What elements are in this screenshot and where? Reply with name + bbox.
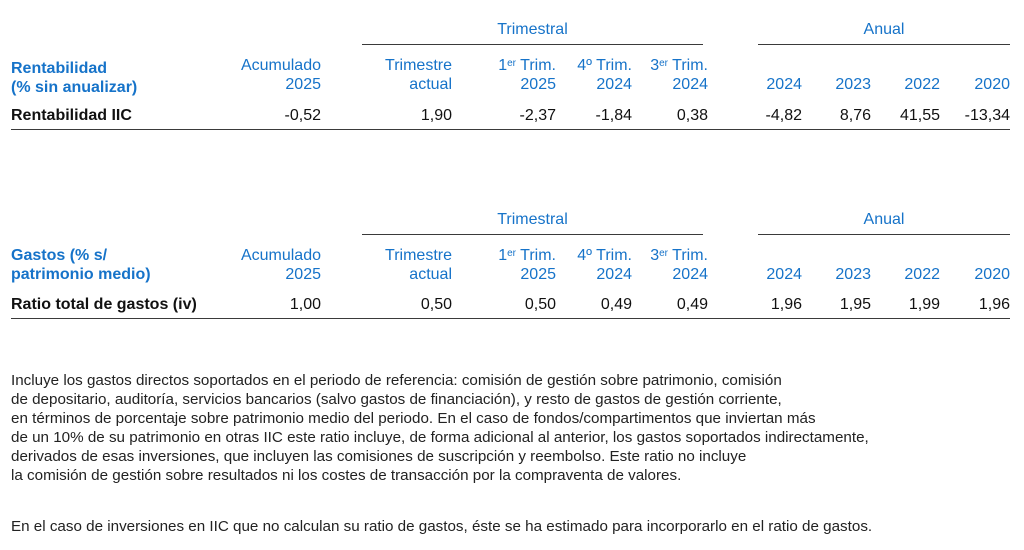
cell-value: 0,38	[676, 107, 708, 124]
column-header-trimestre-actual	[385, 56, 452, 94]
column-header-line	[498, 56, 556, 75]
column-header-line: Trimestre	[385, 57, 452, 74]
column-header-year-2: 2023	[835, 76, 871, 93]
column-header-year-1: 2024	[766, 266, 802, 283]
row-divider	[11, 129, 1010, 130]
trim-label: Trim.	[516, 247, 556, 264]
note-line: Incluye los gastos directos soportados en el periodo de referencia: comisión de gestión sobre patrimonio, comisión	[11, 372, 782, 389]
column-header-q1	[498, 246, 556, 284]
table-title	[11, 246, 151, 284]
column-header-line: Trimestre	[385, 247, 452, 264]
note-line: la comisión de gestión sobre resultados ni los costes de transacción por la compraventa de valores.	[11, 467, 682, 484]
column-header-line: 2024	[672, 76, 708, 93]
column-header-line: 2024	[596, 266, 632, 283]
cell-value: 1,96	[770, 296, 802, 313]
ordinal-number: 1	[498, 57, 508, 74]
note-line: En el caso de inversiones en IIC que no calculan su ratio de gastos, éste se ha estimado para incorporarlo en el ratio de gastos.	[11, 518, 873, 535]
column-header-line: 4º Trim.	[577, 247, 632, 264]
cell-value: 1,96	[978, 296, 1010, 313]
group-header-trimestral: Trimestral	[497, 211, 568, 228]
cell-value: 1,90	[420, 107, 452, 124]
column-header-year-3: 2022	[904, 76, 940, 93]
cell-value: -0,52	[284, 107, 321, 124]
table-title-line1: Rentabilidad	[11, 60, 108, 77]
expense-ratio-note	[11, 371, 1001, 485]
column-header-line	[498, 246, 556, 265]
column-header-year-2: 2023	[835, 266, 871, 283]
group-underline-anual	[758, 44, 1010, 45]
group-underline-trimestral	[362, 234, 703, 235]
column-header-q2	[577, 246, 632, 284]
column-header-line	[650, 246, 708, 265]
ordinal-suffix: er	[659, 58, 668, 69]
group-header-trimestral: Trimestral	[497, 21, 568, 38]
cell-value: 1,95	[839, 296, 871, 313]
column-header-line: 4º Trim.	[577, 57, 632, 74]
cell-value: -13,34	[964, 107, 1010, 124]
group-header-anual: Anual	[863, 211, 905, 228]
column-header-q2	[577, 56, 632, 94]
column-header-line: actual	[409, 76, 452, 93]
column-header-line: 2024	[596, 76, 632, 93]
cell-value: 0,50	[524, 296, 556, 313]
cell-value: -2,37	[519, 107, 556, 124]
trim-label: Trim.	[668, 57, 708, 74]
cell-value: 1,00	[289, 296, 321, 313]
column-header-acumulado	[241, 246, 321, 284]
column-header-line: Acumulado	[240, 247, 321, 264]
table-title-line1: Gastos (% s/	[11, 247, 108, 264]
column-header-line: Acumulado	[240, 57, 321, 74]
table-title-line2: patrimonio medio)	[11, 266, 151, 283]
row-label-ratio-total-gastos: Ratio total de gastos (iv)	[11, 296, 197, 313]
column-header-year-3: 2022	[904, 266, 940, 283]
column-header-line: 2025	[520, 266, 556, 283]
column-header-q3	[650, 246, 708, 284]
column-header-line: 2025	[520, 76, 556, 93]
group-underline-trimestral	[362, 44, 703, 45]
column-header-year-4: 2020	[974, 266, 1010, 283]
ordinal-suffix: er	[507, 58, 516, 69]
cell-value: 0,49	[676, 296, 708, 313]
row-divider	[11, 318, 1010, 319]
group-header-anual: Anual	[863, 21, 905, 38]
group-underline-anual	[758, 234, 1010, 235]
note-line: de depositario, auditoría, servicios bancarios (salvo gastos de financiación), y resto de gastos de gestión corriente,	[11, 391, 782, 408]
note-line: derivados de esas inversiones, que incluyen las comisiones de suscripción y reembolso. Este ratio no incluye	[11, 448, 747, 465]
column-header-year-1: 2024	[766, 76, 802, 93]
column-header-trimestre-actual	[385, 246, 452, 284]
column-header-line: 2025	[285, 76, 321, 93]
table-title-line2: (% sin anualizar)	[11, 79, 138, 96]
column-header-q3	[650, 56, 708, 94]
column-header-line: 2025	[285, 266, 321, 283]
table-title	[11, 59, 137, 97]
cell-value: 8,76	[839, 107, 871, 124]
cell-value: 0,49	[600, 296, 632, 313]
column-header-year-4: 2020	[974, 76, 1010, 93]
row-label-rentabilidad-iic: Rentabilidad IIC	[11, 107, 132, 124]
trim-label: Trim.	[668, 247, 708, 264]
ordinal-number: 3	[650, 247, 660, 264]
column-header-line: 2024	[672, 266, 708, 283]
column-header-line	[650, 56, 708, 75]
column-header-line: actual	[409, 266, 452, 283]
note-line: en términos de porcentaje sobre patrimonio medio del periodo. En el caso de fondos/compartimentos que inviertan más	[11, 410, 816, 427]
cell-value: 41,55	[899, 107, 940, 124]
ordinal-number: 3	[650, 57, 660, 74]
column-header-q1	[498, 56, 556, 94]
ordinal-suffix: er	[659, 248, 668, 259]
ordinal-suffix: er	[507, 248, 516, 259]
note-line: de un 10% de su patrimonio en otras IIC este ratio incluye, de forma adicional al anterior, los gastos soportados indirectamente,	[11, 429, 869, 446]
cell-value: 1,99	[908, 296, 940, 313]
cell-value: -1,84	[595, 107, 632, 124]
ordinal-number: 1	[498, 247, 508, 264]
column-header-acumulado	[241, 56, 321, 94]
trim-label: Trim.	[516, 57, 556, 74]
cell-value: 0,50	[420, 296, 452, 313]
cell-value: -4,82	[765, 107, 802, 124]
estimation-note	[11, 517, 1001, 536]
